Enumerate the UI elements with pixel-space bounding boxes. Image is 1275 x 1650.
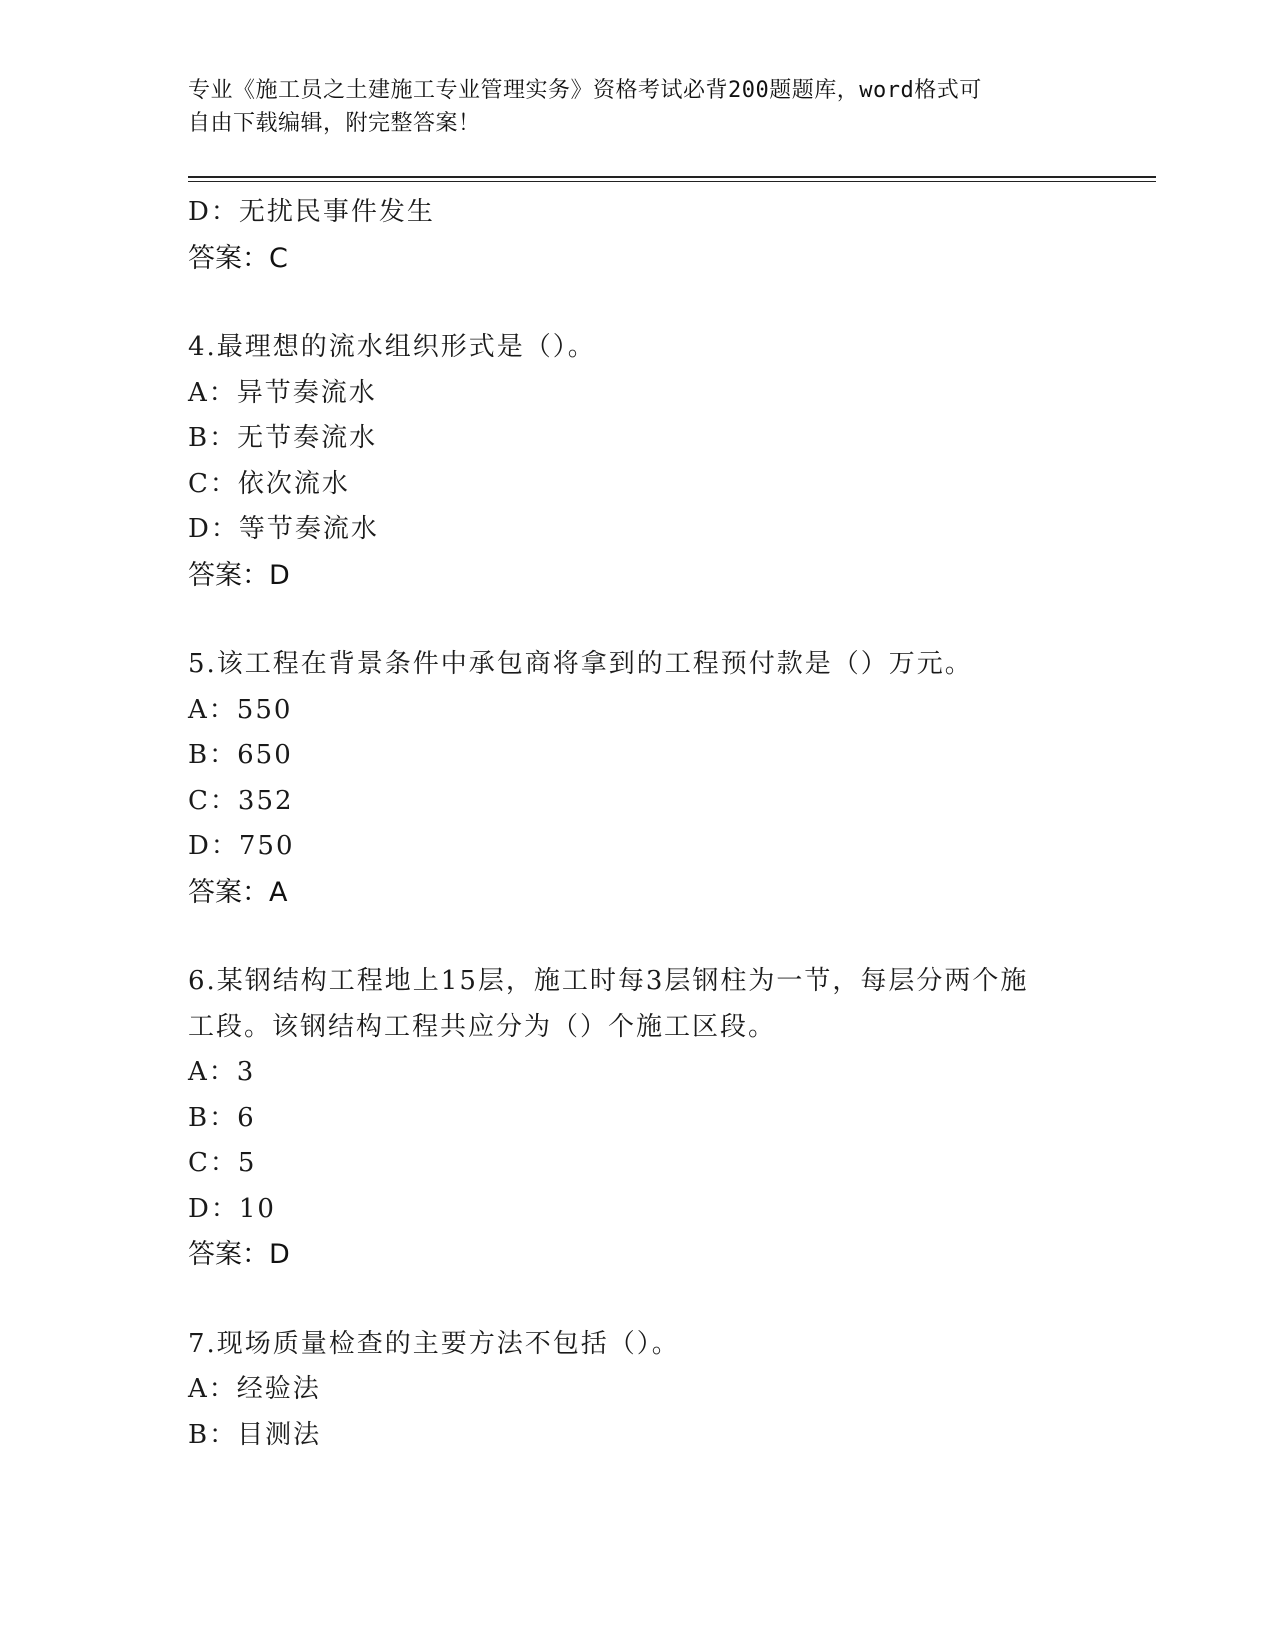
option-text: 352 <box>237 785 294 816</box>
option-text: 3 <box>236 1057 256 1087</box>
header-line-1: 专业《施工员之土建施工专业管理实务》资格考试必背200题题库，word格式可 <box>188 78 982 103</box>
option-b <box>188 416 1156 462</box>
option-label: B： <box>188 1419 238 1450</box>
question-stem: 5.该工程在背景条件中承包商将拿到的工程预付款是（）万元。 <box>188 649 973 679</box>
header-line-2: 自由下载编辑，附完整答案！ <box>188 111 481 136</box>
option-label: D： <box>188 1193 239 1224</box>
option-c <box>188 779 1156 825</box>
question-stem-line-1: 6.某钢结构工程地上15层，施工时每3层钢柱为一节，每层分两个施 <box>188 966 1029 996</box>
answer-line: 答案：C <box>188 242 288 274</box>
question-stem-line-2: 工段。该钢结构工程共应分为（）个施工区段。 <box>188 1011 777 1042</box>
option-b <box>188 733 1156 779</box>
option-label: D： <box>188 514 239 544</box>
option-text: 无扰民事件发生 <box>238 197 435 227</box>
option-label: D： <box>188 831 239 861</box>
question-list <box>188 190 1156 1458</box>
option-a <box>188 1050 1156 1096</box>
document-header <box>188 74 1068 140</box>
option-b <box>188 1096 1156 1142</box>
spacer <box>188 1278 1156 1322</box>
answer-line: 答案：D <box>188 559 290 591</box>
spacer <box>188 281 1156 325</box>
answer-line: 答案：A <box>188 876 288 908</box>
option-text: 750 <box>238 831 295 861</box>
option-label: C： <box>188 785 238 816</box>
option-d <box>188 507 1156 553</box>
option-c <box>188 462 1156 508</box>
option-d <box>188 1187 1156 1233</box>
option-text: 等节奏流水 <box>238 514 379 544</box>
option-a <box>188 1367 1156 1413</box>
option-label: A： <box>188 377 237 408</box>
option-label: B： <box>188 423 238 453</box>
option-text: 依次流水 <box>237 468 350 499</box>
option-d <box>188 824 1156 870</box>
option-a <box>188 371 1156 417</box>
option-label: C： <box>188 1148 238 1178</box>
spacer <box>188 915 1156 959</box>
option-text: 无节奏流水 <box>237 423 378 453</box>
spacer <box>188 598 1156 642</box>
option-text: 550 <box>236 694 293 725</box>
option-label: A： <box>188 694 237 725</box>
option-text: 10 <box>238 1193 276 1224</box>
option-text: 5 <box>237 1148 257 1178</box>
option-label: C： <box>188 468 238 499</box>
option-label: A： <box>188 1374 237 1404</box>
option-c <box>188 1141 1156 1187</box>
option-text: 6 <box>237 1102 256 1133</box>
option-a <box>188 688 1156 734</box>
option-text: 经验法 <box>236 1374 321 1404</box>
option-b <box>188 1413 1156 1459</box>
answer-line: 答案：D <box>188 1239 290 1270</box>
header-divider-thick <box>188 176 1156 178</box>
header-divider-thin <box>188 181 1156 182</box>
option-label: A： <box>188 1057 237 1087</box>
option-label: B： <box>188 1102 238 1133</box>
option-d <box>188 190 1156 236</box>
question-stem: 7.现场质量检查的主要方法不包括（）。 <box>188 1328 680 1359</box>
option-label: D： <box>188 197 239 227</box>
option-text: 650 <box>237 740 293 770</box>
option-text: 异节奏流水 <box>236 377 377 408</box>
option-text: 目测法 <box>237 1419 322 1450</box>
option-label: B： <box>188 740 238 770</box>
question-stem: 4.最理想的流水组织形式是（）。 <box>188 332 596 362</box>
